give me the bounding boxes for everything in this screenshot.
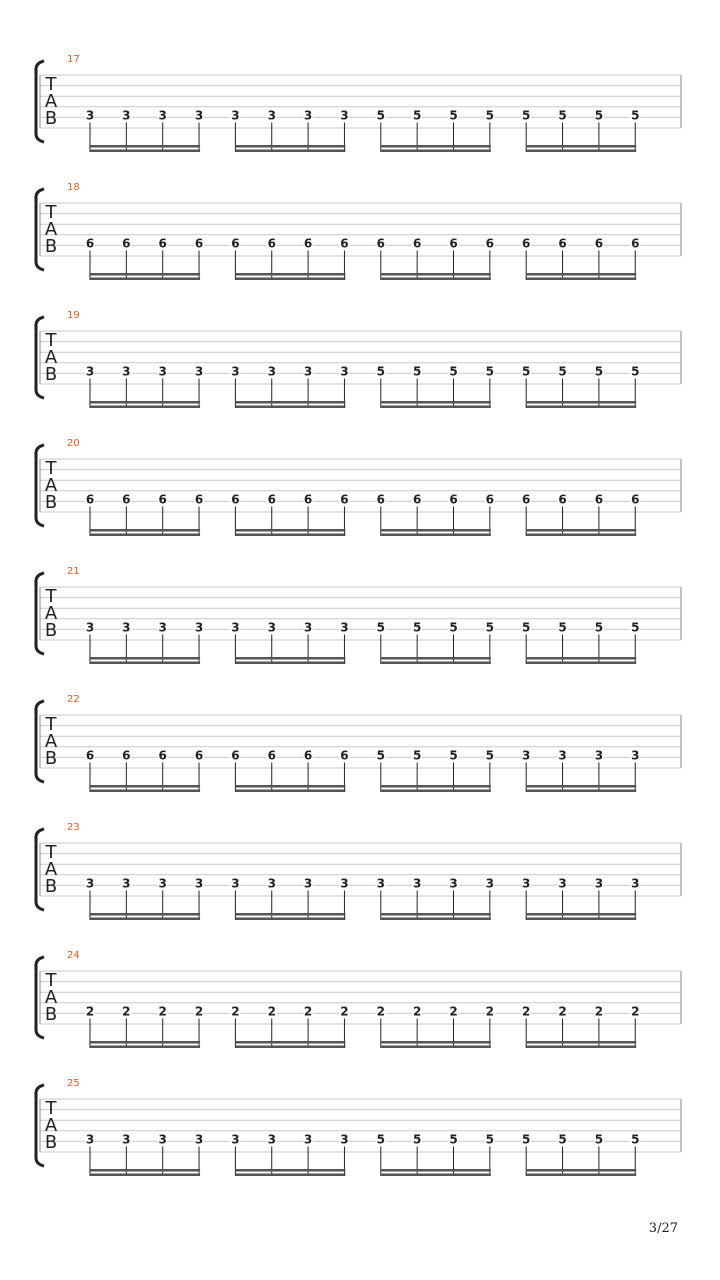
beam: [90, 401, 200, 404]
tab-system: [36, 438, 681, 536]
fret-number: 3: [340, 1132, 349, 1147]
fret-number: 5: [376, 620, 385, 635]
tab-system: [36, 54, 681, 152]
fret-number: 6: [85, 748, 95, 763]
beam: [90, 1174, 200, 1177]
fret-number: 3: [303, 876, 313, 891]
fret-number: 5: [376, 108, 385, 123]
fret-number: 5: [449, 364, 458, 379]
fret-number: 6: [485, 492, 495, 507]
beam: [381, 790, 491, 793]
measure-number: 22: [67, 694, 80, 705]
fret-number: 6: [231, 492, 240, 507]
fret-number: 6: [303, 492, 313, 507]
fret-number: 3: [340, 620, 349, 635]
beam: [235, 657, 345, 660]
fret-number: 6: [231, 236, 240, 251]
tab-clef-letter: A: [44, 731, 58, 752]
beam: [235, 1174, 345, 1177]
tab-clef-letter: A: [44, 91, 58, 112]
fret-number: 3: [122, 364, 131, 379]
beam: [526, 662, 636, 665]
fret-number: 5: [594, 1132, 604, 1147]
fret-number: 5: [522, 620, 531, 635]
fret-number: 6: [267, 236, 276, 251]
fret-number: 3: [194, 364, 204, 379]
tab-clef-letter: B: [44, 748, 58, 769]
fret-number: 3: [522, 748, 531, 763]
beam: [90, 918, 200, 921]
fret-number: 5: [485, 364, 495, 379]
fret-number: 5: [376, 748, 385, 763]
fret-number: 2: [267, 1004, 276, 1019]
fret-number: 2: [194, 1004, 204, 1019]
fret-number: 5: [558, 620, 567, 635]
beam: [235, 406, 345, 409]
fret-number: 3: [85, 364, 95, 379]
beam: [235, 1169, 345, 1172]
fret-number: 3: [340, 108, 349, 123]
fret-number: 5: [558, 364, 567, 379]
fret-number: 2: [340, 1004, 349, 1019]
fret-number: 5: [594, 620, 604, 635]
beam: [381, 1046, 491, 1049]
fret-number: 2: [558, 1004, 567, 1019]
tab-clef-letter: B: [44, 1004, 58, 1025]
fret-number: 3: [231, 876, 240, 891]
fret-number: 3: [158, 108, 167, 123]
fret-number: 2: [376, 1004, 385, 1019]
beam: [381, 145, 491, 148]
beam: [235, 790, 345, 793]
tab-clef-letter: T: [45, 202, 57, 223]
fret-number: 5: [449, 620, 458, 635]
fret-number: 3: [85, 876, 95, 891]
tab-clef-letter: B: [44, 1132, 58, 1153]
beam: [90, 785, 200, 788]
fret-number: 3: [122, 108, 131, 123]
beam: [381, 785, 491, 788]
fret-number: 3: [85, 1132, 95, 1147]
beam: [381, 657, 491, 660]
beam: [526, 1041, 636, 1044]
fret-number: 6: [194, 236, 204, 251]
beam: [381, 150, 491, 153]
beam: [526, 657, 636, 660]
beam: [235, 662, 345, 665]
fret-number: 3: [194, 1132, 204, 1147]
fret-number: 3: [194, 108, 204, 123]
beam: [381, 273, 491, 276]
fret-number: 6: [412, 492, 422, 507]
beam: [90, 278, 200, 281]
fret-number: 3: [303, 364, 313, 379]
fret-number: 3: [158, 364, 167, 379]
fret-number: 6: [558, 492, 567, 507]
fret-number: 6: [85, 236, 95, 251]
fret-number: 6: [594, 236, 604, 251]
page-number: 3/27: [648, 1221, 678, 1236]
fret-number: 3: [594, 748, 604, 763]
fret-number: 2: [85, 1004, 95, 1019]
beam: [90, 913, 200, 916]
fret-number: 3: [85, 620, 95, 635]
fret-number: 6: [376, 236, 385, 251]
fret-number: 5: [376, 1132, 385, 1147]
beam: [235, 529, 345, 532]
fret-number: 5: [522, 108, 531, 123]
fret-number: 6: [194, 492, 204, 507]
fret-number: 6: [122, 748, 131, 763]
beam: [90, 534, 200, 537]
fret-number: 6: [558, 236, 567, 251]
fret-number: 3: [122, 1132, 131, 1147]
fret-number: 6: [376, 492, 385, 507]
beam: [235, 1046, 345, 1049]
beam: [526, 1174, 636, 1177]
beam: [235, 150, 345, 153]
tab-clef-letter: B: [44, 236, 58, 257]
fret-number: 5: [631, 620, 640, 635]
fret-number: 3: [449, 876, 458, 891]
beam: [526, 273, 636, 276]
fret-number: 2: [158, 1004, 167, 1019]
tab-clef-letter: T: [45, 714, 57, 735]
tab-clef-letter: A: [44, 987, 58, 1008]
beam: [90, 145, 200, 148]
tab-clef-letter: A: [44, 859, 58, 880]
fret-number: 3: [267, 876, 276, 891]
fret-number: 5: [485, 620, 495, 635]
beam: [526, 1169, 636, 1172]
fret-number: 6: [449, 236, 458, 251]
fret-number: 3: [558, 748, 567, 763]
beam: [90, 1041, 200, 1044]
fret-number: 3: [122, 620, 131, 635]
beam: [235, 273, 345, 276]
fret-number: 3: [85, 108, 95, 123]
tab-clef-letter: T: [45, 74, 57, 95]
beam: [381, 913, 491, 916]
measure-number: 25: [67, 1078, 80, 1089]
fret-number: 5: [522, 364, 531, 379]
beam: [235, 918, 345, 921]
fret-number: 3: [340, 876, 349, 891]
fret-number: 3: [340, 364, 349, 379]
fret-number: 6: [231, 748, 240, 763]
beam: [526, 534, 636, 537]
fret-number: 6: [267, 748, 276, 763]
beam: [381, 534, 491, 537]
beam: [526, 401, 636, 404]
tab-clef-letter: A: [44, 347, 58, 368]
fret-number: 3: [303, 620, 313, 635]
fret-number: 2: [231, 1004, 240, 1019]
fret-number: 6: [267, 492, 276, 507]
fret-number: 6: [631, 236, 640, 251]
tab-clef-letter: A: [44, 603, 58, 624]
fret-number: 3: [631, 876, 640, 891]
fret-number: 3: [631, 748, 640, 763]
tab-system: [36, 182, 681, 280]
fret-number: 5: [449, 1132, 458, 1147]
beam: [381, 406, 491, 409]
measure-number: 24: [67, 950, 80, 961]
fret-number: 6: [412, 236, 422, 251]
fret-number: 5: [485, 748, 495, 763]
beam: [381, 918, 491, 921]
beam: [235, 534, 345, 537]
tab-clef-letter: B: [44, 364, 58, 385]
fret-number: 3: [558, 876, 567, 891]
tab-system: [36, 822, 681, 920]
fret-number: 6: [594, 492, 604, 507]
tab-system: [36, 1078, 681, 1176]
fret-number: 6: [522, 492, 531, 507]
measure-number: 17: [67, 54, 80, 65]
beam: [381, 401, 491, 404]
tab-clef-letter: B: [44, 108, 58, 129]
fret-number: 6: [158, 492, 167, 507]
beam: [90, 529, 200, 532]
tab-clef-letter: T: [45, 842, 57, 863]
fret-number: 6: [303, 236, 313, 251]
fret-number: 6: [522, 236, 531, 251]
tab-clef-letter: A: [44, 1115, 58, 1136]
tab-system: [36, 310, 681, 408]
beam: [526, 913, 636, 916]
fret-number: 3: [194, 620, 204, 635]
beam: [526, 529, 636, 532]
tab-clef-letter: T: [45, 970, 57, 991]
fret-number: 2: [122, 1004, 131, 1019]
fret-number: 6: [449, 492, 458, 507]
tab-clef-letter: B: [44, 492, 58, 513]
fret-number: 6: [631, 492, 640, 507]
beam: [526, 406, 636, 409]
tab-clef-letter: A: [44, 219, 58, 240]
fret-number: 3: [194, 876, 204, 891]
beam: [235, 145, 345, 148]
fret-number: 3: [267, 1132, 276, 1147]
fret-number: 5: [376, 364, 385, 379]
fret-number: 3: [231, 1132, 240, 1147]
measure-number: 23: [67, 822, 80, 833]
measure-number: 21: [67, 566, 80, 577]
fret-number: 3: [267, 620, 276, 635]
beam: [381, 1174, 491, 1177]
beam: [526, 790, 636, 793]
fret-number: 5: [558, 108, 567, 123]
beam: [381, 662, 491, 665]
fret-number: 5: [594, 108, 604, 123]
fret-number: 3: [267, 108, 276, 123]
fret-number: 2: [485, 1004, 495, 1019]
fret-number: 6: [122, 236, 131, 251]
tab-clef-letter: T: [45, 330, 57, 351]
tab-clef-letter: T: [45, 586, 57, 607]
fret-number: 5: [412, 620, 422, 635]
fret-number: 6: [122, 492, 131, 507]
fret-number: 6: [158, 236, 167, 251]
fret-number: 3: [303, 1132, 313, 1147]
fret-number: 3: [412, 876, 422, 891]
beam: [90, 1169, 200, 1172]
beam: [235, 785, 345, 788]
fret-number: 3: [122, 876, 131, 891]
fret-number: 3: [376, 876, 385, 891]
fret-number: 5: [449, 108, 458, 123]
beam: [235, 278, 345, 281]
fret-number: 6: [340, 492, 349, 507]
tab-clef-letter: A: [44, 475, 58, 496]
fret-number: 3: [231, 364, 240, 379]
tab-system: [36, 694, 681, 792]
beam: [381, 529, 491, 532]
beam: [381, 1169, 491, 1172]
beam: [235, 913, 345, 916]
fret-number: 3: [231, 620, 240, 635]
beam: [526, 145, 636, 148]
fret-number: 5: [412, 748, 422, 763]
fret-number: 3: [522, 876, 531, 891]
beam: [90, 406, 200, 409]
fret-number: 5: [412, 108, 422, 123]
beam: [235, 401, 345, 404]
fret-number: 2: [631, 1004, 640, 1019]
fret-number: 3: [158, 1132, 167, 1147]
fret-number: 3: [594, 876, 604, 891]
beam: [90, 1046, 200, 1049]
fret-number: 5: [449, 748, 458, 763]
fret-number: 5: [631, 1132, 640, 1147]
fret-number: 5: [558, 1132, 567, 1147]
fret-number: 3: [158, 620, 167, 635]
fret-number: 6: [85, 492, 95, 507]
fret-number: 5: [485, 108, 495, 123]
measure-number: 19: [67, 310, 80, 321]
fret-number: 2: [594, 1004, 604, 1019]
fret-number: 2: [522, 1004, 531, 1019]
beam: [90, 662, 200, 665]
fret-number: 6: [340, 236, 349, 251]
beam: [90, 657, 200, 660]
beam: [526, 150, 636, 153]
beam: [90, 273, 200, 276]
tab-clef-letter: T: [45, 458, 57, 479]
fret-number: 5: [412, 1132, 422, 1147]
fret-number: 3: [158, 876, 167, 891]
tab-clef-letter: B: [44, 620, 58, 641]
fret-number: 6: [158, 748, 167, 763]
fret-number: 5: [631, 364, 640, 379]
measure-number: 18: [67, 182, 80, 193]
fret-number: 6: [485, 236, 495, 251]
fret-number: 5: [522, 1132, 531, 1147]
fret-number: 6: [303, 748, 313, 763]
fret-number: 5: [594, 364, 604, 379]
beam: [526, 278, 636, 281]
beam: [381, 278, 491, 281]
fret-number: 6: [340, 748, 349, 763]
measure-number: 20: [67, 438, 80, 449]
tab-system: [36, 566, 681, 664]
fret-number: 2: [303, 1004, 313, 1019]
fret-number: 2: [449, 1004, 458, 1019]
fret-number: 3: [231, 108, 240, 123]
fret-number: 3: [267, 364, 276, 379]
fret-number: 6: [194, 748, 204, 763]
tab-clef-letter: T: [45, 1098, 57, 1119]
beam: [90, 150, 200, 153]
fret-number: 5: [631, 108, 640, 123]
fret-number: 3: [485, 876, 495, 891]
beam: [381, 1041, 491, 1044]
tab-system: [36, 950, 681, 1048]
beam: [526, 1046, 636, 1049]
fret-number: 2: [412, 1004, 422, 1019]
fret-number: 5: [485, 1132, 495, 1147]
beam: [235, 1041, 345, 1044]
beam: [526, 918, 636, 921]
beam: [90, 790, 200, 793]
tab-clef-letter: B: [44, 876, 58, 897]
fret-number: 5: [412, 364, 422, 379]
beam: [526, 785, 636, 788]
fret-number: 3: [303, 108, 313, 123]
